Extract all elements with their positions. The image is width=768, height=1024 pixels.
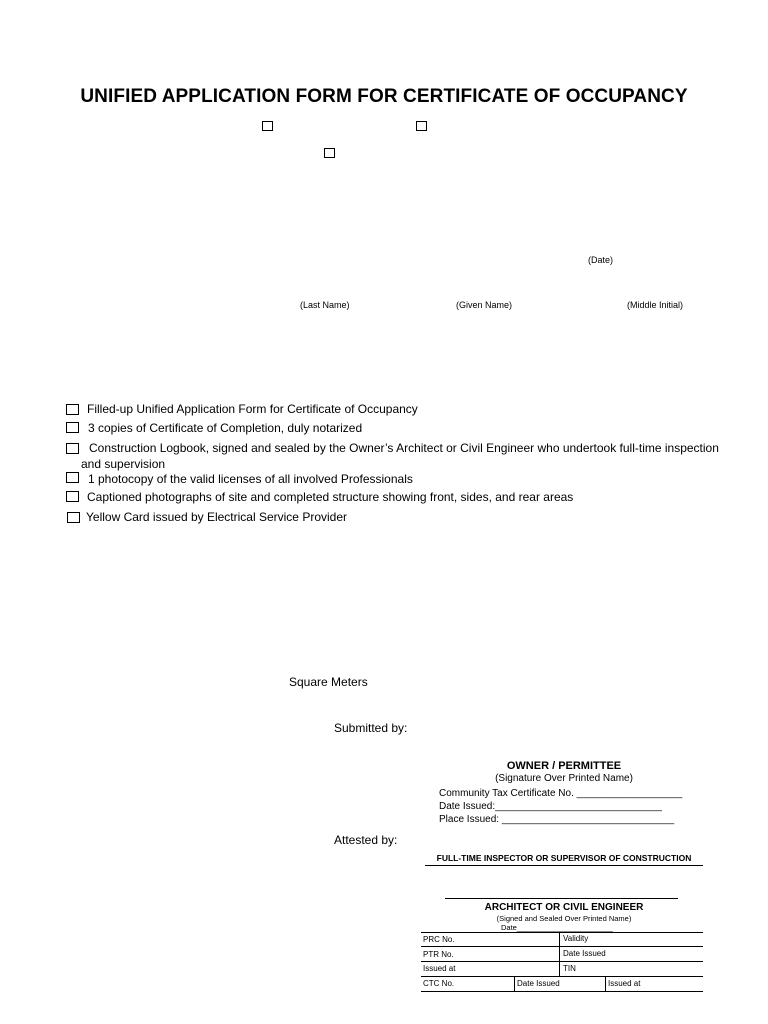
date-caption: (Date)	[588, 255, 614, 265]
owner-subheading: (Signature Over Printed Name)	[495, 773, 633, 784]
tin-label: TIN	[563, 964, 576, 973]
table-rule	[421, 961, 703, 962]
application-type-checkbox-3[interactable]	[324, 148, 335, 158]
owner-place-issued-field: Place Issued: _______________________________	[439, 814, 675, 825]
inspector-signature-line	[425, 865, 703, 866]
requirement-item-4: 1 photocopy of the valid licenses of all involved Professionals	[88, 472, 413, 486]
table-rule	[421, 932, 703, 933]
requirement-item-3-continued: and supervision	[81, 457, 166, 471]
table-rule	[559, 932, 560, 976]
requirement-item-5: Captioned photographs of site and completed structure showing front, sides, and rear areas	[87, 490, 574, 504]
requirement-checkbox-1[interactable]	[66, 404, 79, 415]
owner-heading: OWNER / PERMITTEE	[506, 760, 622, 772]
requirement-item-3: Construction Logbook, signed and sealed by the Owner’s Architect or Civil Engineer who undertook full-time inspection	[89, 441, 719, 455]
requirement-item-6: Yellow Card issued by Electrical Service Provider	[86, 510, 347, 524]
ctc-no-label: CTC No.	[423, 979, 455, 988]
prc-no-label: PRC No.	[423, 935, 455, 944]
ctc-issued-at-label: Issued at	[608, 979, 641, 988]
table-rule	[421, 991, 703, 992]
form-title: UNIFIED APPLICATION FORM FOR CERTIFICATE OF OCCUPANCY	[80, 86, 688, 107]
requirement-checkbox-4[interactable]	[66, 472, 79, 483]
table-rule	[605, 976, 606, 991]
engineer-heading: ARCHITECT OR CIVIL ENGINEER	[484, 902, 644, 913]
inspector-heading: FULL-TIME INSPECTOR OR SUPERVISOR OF CONSTRUCTION	[436, 853, 692, 863]
owner-ctc-field: Community Tax Certificate No. ___________________	[439, 788, 683, 799]
submitted-by-label: Submitted by:	[334, 721, 408, 735]
requirement-checkbox-6[interactable]	[67, 512, 80, 523]
engineer-signature-line	[445, 898, 678, 899]
table-rule	[421, 976, 703, 977]
requirement-item-2: 3 copies of Certificate of Completion, duly notarized	[88, 421, 363, 435]
last-name-caption: (Last Name)	[300, 300, 350, 310]
middle-initial-caption: (Middle Initial)	[627, 300, 684, 310]
requirement-checkbox-2[interactable]	[66, 422, 79, 433]
engineer-date-field: Date_______________________	[501, 923, 613, 932]
given-name-caption: (Given Name)	[456, 300, 513, 310]
requirement-item-1: Filled-up Unified Application Form for Certificate of Occupancy	[87, 402, 418, 416]
issued-at-label: Issued at	[423, 964, 456, 973]
ptr-date-issued-label: Date Issued	[563, 949, 606, 958]
ctc-date-issued-label: Date Issued	[517, 979, 560, 988]
requirement-checkbox-5[interactable]	[66, 491, 79, 502]
square-meters-label: Square Meters	[289, 675, 368, 689]
table-rule	[514, 976, 515, 991]
ptr-no-label: PTR No.	[423, 950, 454, 959]
engineer-subheading: (Signed and Sealed Over Printed Name)	[496, 914, 632, 923]
table-rule	[421, 946, 703, 947]
attested-by-label: Attested by:	[334, 833, 398, 847]
application-type-checkbox-1[interactable]	[262, 121, 273, 131]
requirement-checkbox-3[interactable]	[66, 443, 79, 454]
owner-date-issued-field: Date Issued:______________________________	[439, 801, 662, 812]
application-type-checkbox-2[interactable]	[416, 121, 427, 131]
validity-label: Validity	[563, 934, 589, 943]
